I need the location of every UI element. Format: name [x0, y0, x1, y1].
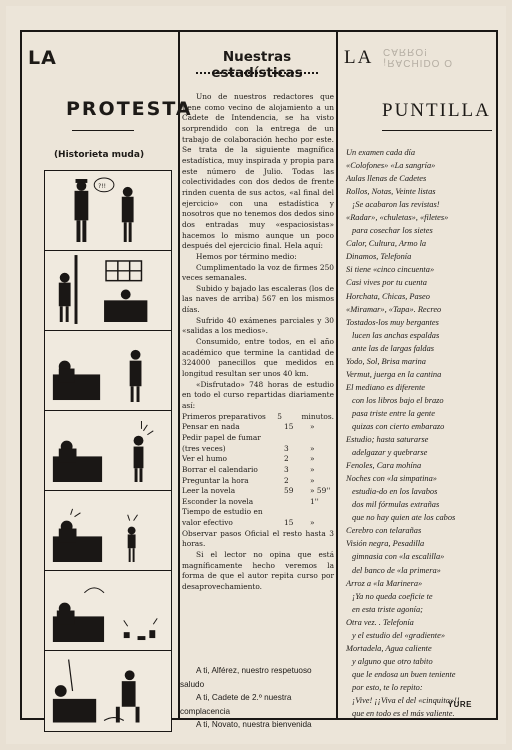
poem-line: que no hay quien ate los cabos	[352, 513, 456, 523]
title-rule	[382, 130, 492, 131]
poem-line: Vermut, juerga en la cantina	[346, 369, 442, 379]
poem-line: Cerebro con telarañas	[346, 526, 422, 536]
list-item: Primeros preparativos 5 minutos.	[182, 411, 334, 421]
poem-line: que en todo es el más valiente.	[352, 709, 455, 719]
poem-line: pasa triste entre la gente	[352, 408, 435, 418]
poem-line: adelgazar y quebrarse	[352, 448, 428, 458]
comic-panel-5-drawing	[45, 491, 171, 570]
poem-line: Aulas llenas de Cadetes	[346, 174, 427, 184]
list-item: Pensar en nada 15 »	[182, 422, 315, 432]
greeting-line: A ti, Novato, nuestra bienvenida	[196, 720, 312, 729]
poem-line: «Radar», «chuletas», «filetes»	[346, 213, 449, 223]
poem-line: Dinamos, Telefonía	[346, 252, 412, 262]
poem-body	[346, 146, 494, 720]
comic-subtitle: (Historieta muda)	[53, 150, 145, 160]
comic-title-protesta: PROTESTA	[66, 98, 193, 120]
poem-line: ¡Vive! ¡¡Viva el del «cinquito»!!	[352, 695, 460, 705]
greeting-line: A ti, Cadete de 2.º nuestra complacencia	[180, 693, 292, 716]
poem-line: Estudio; hasta saturarse	[346, 435, 429, 445]
poem-line: Arroz a «la Marinera»	[346, 578, 423, 588]
statistics-column	[180, 32, 334, 729]
comic-panel-2	[45, 251, 171, 331]
comic-panel-6	[45, 571, 171, 651]
poem-line: y alguno que otro tabito	[352, 656, 433, 666]
poem-line: El mediano es diferente	[346, 382, 425, 392]
list-item: Borrar el calendario 3 »	[182, 464, 315, 474]
comic-panel-1	[45, 171, 171, 251]
svg-text:?!!: ?!!	[98, 183, 107, 190]
comic-panel-5	[45, 491, 171, 571]
list-item: Ver el humo 2 »	[182, 454, 315, 464]
poem-line: «Miramar», «Tapa». Recreo	[346, 304, 442, 314]
poem-title-puntilla: PUNTILLA	[382, 100, 491, 121]
statistics-paragraph: Uno de nuestros redactores que tiene como vecino de alojamiento a un Cadete de Intendencia, se ha visto sorprendido con la entrega de un trabajo de colaboración hecho por este. Se trata de la siguiente magnífica estadística, muy inspirada y propia para este número de Julio. Todas las colectividades con dos dedos de frente rinden cuenta de sus actos, «al final del ejercicio» con una estadística y nosotros que no tenemos dos dedos sino dos entradas muy «espaciosistas» hacemos lo mismo aunque un poco después del ejercicio final. Hela aquí:	[182, 92, 334, 251]
poem-line: Tostados-los muy bergantes	[346, 317, 439, 327]
poem-line: Fenoles, Cara mohína	[346, 461, 422, 471]
poem-line: Horchata, Chicas, Paseo	[346, 291, 430, 301]
list-item: (tres veces) 3 »	[182, 443, 315, 453]
list-item: Preguntar la hora 2 »	[182, 475, 315, 485]
poem-line: Rollos, Notas, Veinte listas	[346, 187, 436, 197]
poem-line: Si tiene «cinco cincuenta»	[346, 265, 435, 275]
comic-panel-3-drawing	[45, 331, 171, 410]
comic-panel-6-drawing	[45, 571, 171, 650]
poem-line: gimnasia con «la escalilla»	[352, 552, 445, 562]
title-rule	[72, 130, 134, 131]
comic-column	[22, 32, 193, 718]
poem-column	[338, 32, 496, 718]
poem-line: Mortadela, Agua caliente	[346, 643, 432, 653]
poem-line: «Colofones» «La sangría»	[346, 161, 436, 171]
poem-line: Noches con «la simpatina»	[346, 474, 437, 484]
statistics-paragraph: «Disfrutado» 748 horas de estudio en todo el curso repartidas diariamente así:	[182, 379, 334, 411]
statistics-paragraph: Si el lector no opina que está magníficamente hecho veremos la forma de que el autor repita curso por desaprovechamiento.	[182, 550, 334, 592]
statistics-paragraph: Hemos por término medio:	[196, 251, 297, 261]
time-breakdown-list	[182, 412, 334, 529]
comic-panel-2-drawing	[45, 251, 171, 330]
poem-line: para cosechar los sietes	[352, 226, 433, 236]
title-dotted-rule	[196, 72, 318, 74]
poem-line: Calor, Cultura, Armo la	[346, 239, 427, 249]
statistics-paragraph: Sufrido 40 exámenes parciales y 30 «salidas a los medios».	[182, 315, 334, 336]
statistics-paragraph: Subido y bajado las escaleras (los de las naves de arriba) 567 en los mismos días.	[182, 283, 334, 315]
list-item: Esconder la novela 1''	[182, 496, 319, 506]
poem-line: del banco de «la primera»	[352, 565, 441, 575]
list-item: Pedir papel de fumar	[182, 432, 261, 442]
list-item: Tiempo de estudio en	[182, 507, 263, 517]
poem-line: Yodo, Sol, Brisa marina	[346, 356, 426, 366]
poem-line: que le endosa un buen teniente	[352, 669, 456, 679]
comic-panel-1-drawing	[45, 171, 171, 250]
poem-line: Otra vez. . Telefonía	[346, 617, 414, 627]
comic-title-la: LA	[28, 47, 57, 69]
poem-line: dos mil fórmulas extrañas	[352, 500, 440, 510]
poem-title-la: LA	[344, 47, 374, 68]
statistics-title: Nuestras estadísticas	[211, 49, 303, 81]
poem-line: quizas con cierto embarazo	[352, 421, 445, 431]
poem-author: YURE	[447, 700, 472, 709]
poem-line: estudia-do en los lavabos	[352, 487, 438, 497]
closing-greetings	[180, 664, 334, 732]
list-item: valor efectivo 15 »	[182, 518, 315, 528]
statistics-body	[182, 92, 334, 593]
comic-panel-4	[45, 411, 171, 491]
poem-line: Visión negra, Pesadilla	[346, 539, 425, 549]
poem-line: en esta triste agonía;	[352, 604, 423, 614]
greeting-line: A ti, Alférez, nuestro respetuoso saludo	[180, 666, 312, 689]
poem-line: lucen las anchas espaldas	[352, 330, 440, 340]
statistics-paragraph: Observar pasos Oficial el resto hasta 3 horas.	[182, 528, 334, 549]
comic-panel-7	[45, 651, 171, 731]
poem-line: ante las de largas faldas	[352, 343, 435, 353]
poem-line: por esto, te lo repito:	[352, 682, 423, 692]
statistics-paragraph: Cumplimentado la voz de firmes 250 veces semanales.	[182, 262, 334, 283]
poem-line: ¡Se acabaron las revistas!	[352, 200, 440, 210]
bleed-through-text: ¡RACHIDO O CARRO!	[383, 46, 453, 68]
poem-line: y el estudio del «gradiente»	[352, 630, 446, 640]
comic-panel-4-drawing	[45, 411, 171, 490]
comic-strip	[44, 170, 172, 732]
poem-line: Casi vives por tu cuenta	[346, 278, 427, 288]
poem-line: con los libros bajo el brazo	[352, 395, 444, 405]
poem-line: Un examen cada día	[346, 148, 416, 157]
list-item: Leer la novela 59 » 59''	[182, 486, 331, 496]
statistics-paragraph: Consumido, entre todos, en el año académico que termine la cantidad de 324000 panecillos que medidos en longitud resultan ser unos 40 km.	[182, 337, 334, 379]
comic-panel-7-drawing	[45, 651, 171, 731]
poem-line: ¡Ya no queda coeficie te	[352, 591, 433, 601]
comic-panel-3	[45, 331, 171, 411]
